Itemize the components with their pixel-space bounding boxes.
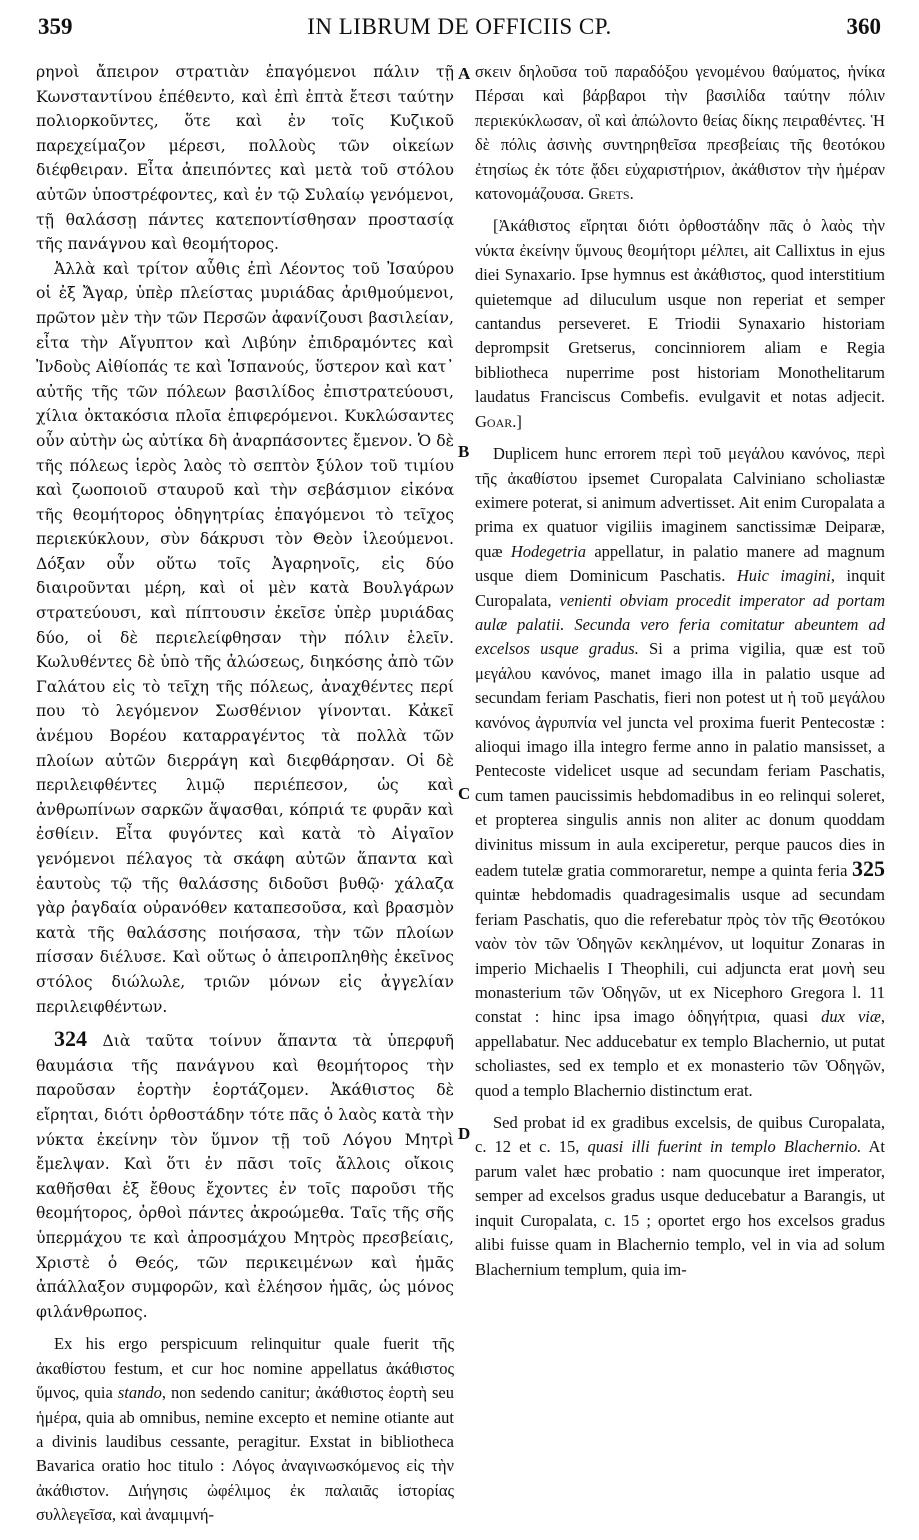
column-number-324: 324 [54, 1026, 87, 1052]
left-column [36, 60, 454, 1528]
right-p3-h: quintæ hebdomadis quadragesimalis usque ad secundam feriam Paschatis, quo die referebatur πρὸς τὸν τῆς Θεοτόκου ναὸν τὸν τῶν Ὁδηγῶν κεκλημένον, ut loquitur Zonaras in imperio Michaelis I Theophili, cui adjuncta erat μονὴ seu monasterium τῶν Ὁδηγῶν, ut ex Nicephoro Gregora l. 11 constat : hinc ipsa imago ὁδηγήτρια, quasi [475, 885, 885, 1027]
left-p4-d: stando [117, 1383, 162, 1403]
right-p3-e: , inquit Curopalata, [475, 566, 885, 610]
left-paragraph-3 [36, 1027, 454, 1324]
page-number-right: 360 [846, 14, 881, 39]
left-p4-a: Ex his ergo perspicuum relinquitur quale fuerit [54, 1334, 433, 1354]
page-header [38, 14, 881, 48]
margin-marker-c: C [458, 784, 471, 803]
right-p3-c: appellatur, in palatio manere ad magnum usque diem Dominicum Paschatis. [475, 541, 885, 586]
right-p3-i: dux viæ [821, 1007, 881, 1027]
left-p4-b: τῆς ἀκαθίστου [36, 1334, 454, 1378]
right-p3-g: Si a prima vigilia, quæ est τοῦ μεγάλου κανόνος, manet imago illa in palatio usque ad secundam feriam Paschatis, fieri non potest ut ἡ τοῦ μεγάλου κανόνος ἀγρυπνία vel juncta vel proxima fuerit Pentecostæ : alioqui imago illa integro ferme anno in palatio mansisset, a Pentecoste videlicet usque ad secundam feriam Paschatis, cum tamen paucissimis hebdomadibus in eo relinqui soleret, et propterea singulis annis non aliter ac donum quoddam divinitus missum in aula exciperetur, perque paucos dies in eadem tutelæ gratia commoraretur, nempe a quinta feria [475, 639, 885, 880]
right-p4-b: quasi illi fuerint in templo Blachernio. [587, 1137, 862, 1157]
left-p4-e: , non sedendo canitur; ἀκάθιστος ἑορτὴ seu ἡμέρα, quia ab omnibus, nemine excepto et nemine otiante aut a divinis laudibus cessante, peragitur. Exstat in bibliotheca Bavarica oratio hoc titulo : Λόγος ἀναγινωσκόμενος εἰς τὴν ἀκάθιστον. Διήγησις ὠφέλιμος ἐκ παλαιᾶς ἱστορίας συλλεγεῖσα, καὶ ἀναμιμνή- [36, 1383, 454, 1525]
margin-marker-d: D [458, 1124, 471, 1143]
right-p2-b: ait Callixtus in ejus diei Synaxario. Ipse hymnus est ἀκάθιστος, quod interstitium quietemque ad diluculum usque non reperiat et semper cantandus perseveret. E Triodii Synaxario historiam deprompsit Gretserus, concinniorem aliam e Regia bibliotheca nuperrime post historiam Monothelitarum laudatus Franciscus Combefis. evulgavit et notas adjecit. [475, 240, 885, 407]
signature-grets: Grets. [588, 184, 634, 204]
right-p4-c: At parum valet hæc probatio : nam quocunque iret imperator, semper ad excelsos gradus usque deducebatur a Barangis, ut inquit Curopalata, c. 15 ; oportet ergo hos excelsos gradus alibi fuisse quam in Blachernio templo, vel in via ad solum Blachernium templum, quia im- [475, 1137, 885, 1279]
column-number-325: 325 [852, 856, 885, 881]
left-paragraph-2: Ἀλλὰ καὶ τρίτον αὖθις ἐπὶ Λέοντος τοῦ Ἰσαύρου οἱ ἐξ Ἄγαρ, ὑπὲρ πλείστας μυριάδας ἀριθμούμενοι, πρῶτον μὲν τὴν τῶν Περσῶν ἀφανίζουσι βασιλείαν, εἶτα τὴν Αἴγυπτον καὶ Λιβύην ἐπιδραμόντες καὶ Ἰνδοὺς Αἰθίοπάς τε καὶ Ἱσπανούς, ὕστερον καὶ κατ᾽ αὐτῆς τῆς τῶν πόλεων βασιλίδος ἐπιστρατεύουσι, χίλια ὀκτακόσια πλοῖα ἐπιφερόμενοι. Κυκλώσαντες οὖν αὐτὴν ὡς αὐτίκα δὴ ἀναρπάσοντες ἔμενον. Ὁ δὲ τῆς πόλεως ἱερὸς λαὸς τὸ σεπτὸν ξύλον τοῦ τιμίου καὶ ζωοποιοῦ σταυροῦ καὶ τὴν σεβάσμιον εἰκόνα τῆς θεομήτορος ὁδηγητρίας ἐπαγόμενοι τὸ τεῖχος περιεκύκλουν, σὺν δάκρυσι τὸν Θεὸν ἱλεούμενοι. Δόξαν οὖν οὕτω τοῖς Ἀγαρηνοῖς, εἰς δύο διαιροῦνται μέρη, καὶ οἱ μὲν κατὰ Βουλγάρων στρατεύουσι, καὶ πίπτουσιν ἐκεῖσε ὑπὲρ μυριάδας δύο, οἱ δὲ περιελείφθησαν τὴν πόλιν ἑλεῖν. Κωλυθέντες δὲ ὑπὸ τῆς ἁλώσεως, διηκόσης ἀπὸ τῶν Γαλάτου εἰς τὸ τεῖχη τῆς πόλεως, ἀναχθέντες περί που τὸ λεγόμενον Σωσθένιον γίνονται. Κἀκεῖ ἀνέμου Βορέου καταρραγέντος τὰ πολλὰ τῶν πλοίων αὐτῶν διερράγη καὶ διεφθάρησαν. Οἱ δὲ περιλειφθέντες λιμῷ περιέπεσον, ὡς καὶ ἀνθρωπίνων σαρκῶν ἅψασθαι, κόπριά τε φυρᾶν καὶ ἐσθίειν. Εἶτα φυγόντες καὶ κατὰ τὸ Αἰγαῖον γενόμενοι πέλαγος τὰ σκάφη αὐτῶν ἅπαντα καὶ ἑαυτοὺς τῷ τῆς θαλάσσης διδοῦσι βυθῷ· χάλαζα γὰρ ῥαγδαία οὐρανόθεν καταπεσοῦσα, καὶ βρασμὸν κατὰ τῆς θαλάσσης ποιήσασα, τὴν τῶν πλοίων πίσσαν διέλυσε. Καὶ οὕτως ὁ ἀπειροπληθὴς ἐκεῖνος στόλος διώλωλε, τριῶν μόνων εἰς ἀγγελίαν περιλειφθέντων. [36, 259, 454, 1016]
page-number-left: 359 [38, 14, 73, 39]
right-p1-text: σκειν δηλοῦσα τοῦ παραδόξου γενομένου θαύματος, ἡνίκα Πέρσαι καὶ βάρβαροι τὴν βασιλίδα ταύτην πόλιν περιεκύκλωσαν, οἳ καὶ ἀπώλοντο θείας δίκης πειραθέντες. Ἡ δὲ πόλις ἀσινὴς συντηρηθεῖσα πρεσβείαις τῆς θεοτόκου ἐτησίως ἐκ τότε ᾄδει εὐχαριστήριον, ἀκάθιστον τὴν ἡμέραν κατονομάζουσα. [475, 62, 885, 204]
right-p2-greek: Ἀκάθιστος εἴρηται διότι ὀρθοστάδην πᾶς ὁ λαὸς τὴν νύκτα ἐκείνην ὕμνους θεομήτορι μέλπει, [475, 216, 885, 260]
margin-marker-b: B [458, 442, 470, 461]
right-paragraph-3 [475, 442, 885, 1103]
right-p3-f: venienti obviam procedit imperator ad portam aulæ palatii. Secunda vero feria comitatur abeuntem ad excelsos usque gradus. [475, 590, 886, 659]
right-p3-a: Duplicem hunc errorem περὶ τοῦ μεγάλου κανόνος, περὶ τῆς ἀκαθίστου ipsemet Curopalata Calviniano scholiastæ eximere poterat, si animum advertisset. Ait enim Curopalata a prima ex quatuor vigiliis imaginem sanctissimæ Deiparæ, quæ [475, 444, 885, 561]
margin-marker-a: A [458, 64, 471, 83]
right-p3-d: Huic imagini [736, 566, 831, 586]
left-p4-c: festum, et cur hoc nomine appellatus ἀκάθιστος ὕμνος, quia [36, 1358, 454, 1403]
right-paragraph-1 [475, 60, 885, 206]
right-paragraph-4 [475, 1111, 885, 1282]
running-title: IN LIBRUM DE OFFICIIS CP. [307, 14, 612, 39]
right-paragraph-2 [475, 214, 885, 434]
right-p3-j: , appellabatur. Nec adducebatur ex templo Blachernio, ut putat scholiastes, sed ex templo et ex monasterio τῶν Ὁδηγῶν, quod a templo Blachernio distinctum erat. [475, 1007, 885, 1100]
right-p3-b: Hodegetria [510, 541, 586, 561]
left-paragraph-1: ρηνοὶ ἄπειρον στρατιὰν ἐπαγόμενοι πάλιν τῇ Κωνσταντίνου ἐπέθεντο, καὶ ἐπὶ ἑπτὰ ἔτεσι ταύτην πολιορκοῦντες, ὅτε καὶ ἐν τοῖς Κυζικοῦ παρεχείμαζον μέρεσι, πολλοὺς τῶν οἰκείων διέφθειραν. Εἶτα ἀπειπόντες καὶ μετὰ τοῦ στόλου αὐτῶν ὑποστρέφοντες, καὶ ἐν τῷ Συλαίῳ γενόμενοι, τῇ θαλάσσῃ πάντες κατεποντίσθησαν προστασίᾳ τῆς πανάγνου καὶ θεομήτορος. [36, 63, 454, 254]
right-p4-a: Sed probat id ex gradibus excelsis, de quibus Curopalata, c. 12 et c. 15, [475, 1113, 885, 1157]
right-column [475, 60, 885, 1282]
left-paragraph-3-text: Διὰ ταῦτα τοίνυν ἅπαντα τὰ ὑπερφυῆ θαυμάσια τῆς πανάγνου καὶ θεομήτορος τὴν παροῦσαν ἑορτὴν ἑορτάζομεν. Ἀκάθιστος δὲ εἴρηται, διότι ὀρθοστάδην τότε πᾶς ὁ λαὸς κατὰ τὴν νύκτα ἐκείνην τὸν ὕμνον τῇ τοῦ Λόγου Μητρὶ ἔμελψαν. Καὶ ὅτι ἐν πᾶσι τοῖς ἄλλοις οἴκοις καθῆσθαι ἐξ ἔθους ἔχοντες ἐν τοῖς παροῦσι τῆς θεομήτορος, ὀρθοὶ πάντες ἀκροώμεθα. Ταῖς τῆς σῆς ὑπερμάχου τε καὶ ἀπροσμάχου Μητρὸς πρεσβείαις, Χριστὲ ὁ Θεός, τῶν περικειμένων καὶ ἡμᾶς ἀπάλλαξον συμφορῶν, καὶ ἐλέησον ἡμᾶς, ὡς μόνος φιλάνθρωπος. [36, 1032, 454, 1321]
left-paragraph-4 [36, 1332, 454, 1527]
right-p2-end: ] [516, 411, 522, 431]
right-p2-a: [ [493, 216, 499, 236]
signature-goar: Goar. [475, 411, 517, 431]
